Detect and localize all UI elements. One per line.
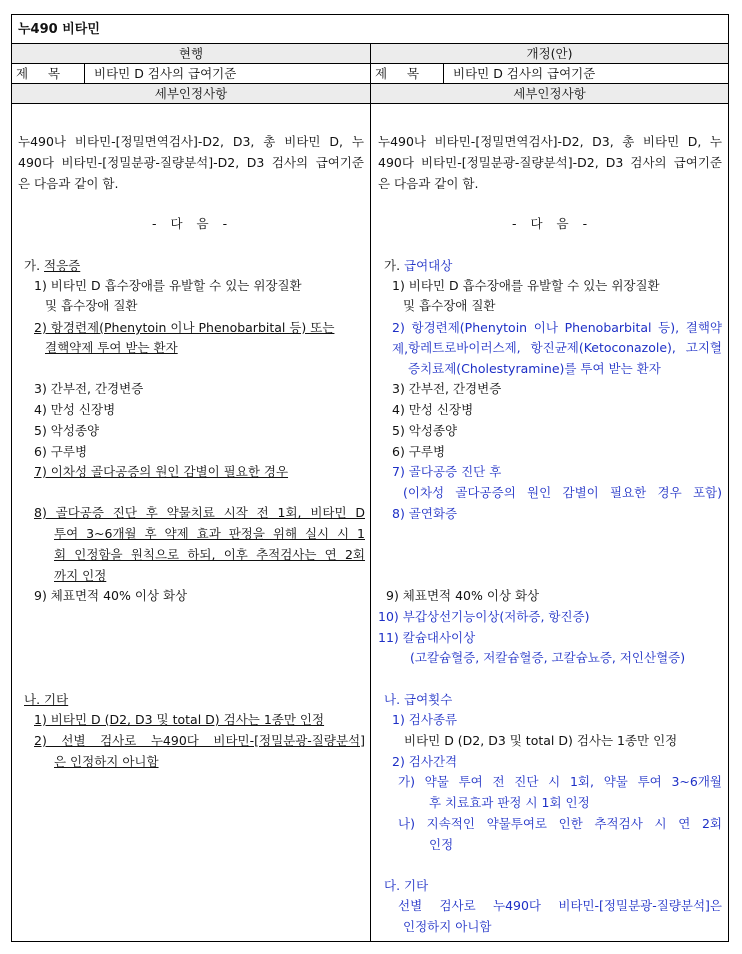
list-item: 2) 검사간격 [392,754,458,769]
list-item: 8) 골다공증 진단 후 약물치료 시작 전 1회, 비타민 D [34,505,365,520]
list-item: 1) 비타민 D 흡수장애를 유발할 수 있는 위장질환 [34,278,302,293]
list-item: 4) 만성 신장병 [34,402,116,417]
list-item: 10) 부갑상선기능이상(저하증, 항진증) [378,609,590,624]
current-column-header: 현행 [12,44,370,64]
current-detail-header: 세부인정사항 [12,84,370,104]
revised-subject-row [371,64,728,84]
list-item: 7) 이차성 골다공증의 원인 감별이 필요한 경우 [34,464,289,479]
list-item: 나) 지속적인 약물투여로 인한 추적검사 시 연 2회 [398,816,722,831]
list-item: 11) 칼슘대사이상 [378,630,476,645]
list-item: 5) 악성종양 [392,423,458,438]
column-divider [370,44,371,941]
list-item: 1) 비타민 D 흡수장애를 유발할 수 있는 위장질환 [392,278,660,293]
list-item: 4) 만성 신장병 [392,402,474,417]
section-na: 나. 기타 [24,692,69,707]
subject-label: 제 목 [371,64,444,83]
intro-line: 490다 비타민-[정밀분광-질량분석]-D2, D3 검사의 급여기준 [18,155,364,170]
list-item: 9) 체표면적 40% 이상 화상 [34,588,188,603]
current-subject-value: 비타민 D 검사의 급여기준 [94,66,237,81]
document-table [11,14,729,942]
intro-line: 은 다음과 같이 함. [378,176,479,191]
intro-line: 490다 비타민-[정밀분광-질량분석]-D2, D3 검사의 급여기준 [378,155,722,170]
list-item: (고칼슘혈증, 저칼슘혈증, 고칼슘뇨증, 저인산혈증) [410,650,686,665]
intro-line: 누490나 비타민-[정밀면역검사]-D2, D3, 총 비타민 D, 누 [378,134,722,149]
section-ga: 가. 급여대상 [384,258,453,273]
list-item: 3) 간부전, 간경변증 [34,381,144,396]
list-item: 2) 선별 검사로 누490다 비타민-[정밀분광-질량분석] [34,733,365,748]
list-item: 비타민 D (D2, D3 및 total D) 검사는 1종만 인정 [404,733,678,748]
list-item: 까지 인정 [54,568,107,583]
list-item: 투여 3~6개월 후 약제 효과 판정을 위해 실시 시 1 [54,526,365,541]
list-item: 항레트로바이러스제, 항진균제(Ketoconazole), 고지혈 [408,340,722,355]
revised-detail-header: 세부인정사항 [371,84,728,104]
list-item: 은 인정하지 아니함 [54,754,159,769]
section-ga: 가. 적응증 [24,258,81,273]
list-item: 1) 검사종류 [392,712,458,727]
list-item: 5) 악성종양 [34,423,100,438]
intro-line: 은 다음과 같이 함. [18,176,119,191]
da-eum-heading: - 다 음 - [512,216,588,231]
list-item: 증치료제(Cholestyramine)를 투여 받는 환자 [408,361,661,376]
list-item: 9) 체표면적 40% 이상 화상 [386,588,540,603]
list-item: 후 치료효과 판정 시 1회 인정 [429,795,590,810]
section-na: 나. 급여횟수 [384,692,453,707]
list-item: 6) 구루병 [392,444,446,459]
list-item: 회 인정함을 원칙으로 하되, 이후 추적검사는 연 2회 [54,547,365,562]
list-item: 선별 검사로 누490다 비타민-[정밀분광-질량분석]은 [398,898,722,913]
list-item: (이차성 골다공증의 원인 감별이 필요한 경우 포함) [403,485,722,500]
revised-column-header: 개정(안) [371,44,728,64]
list-item: 1) 비타민 D (D2, D3 및 total D) 검사는 1종만 인정 [34,712,325,727]
list-item: 8) 골연화증 [392,506,458,521]
intro-line: 누490나 비타민-[정밀면역검사]-D2, D3, 총 비타민 D, 누 [18,134,364,149]
list-item: 2) 항경련제(Phenytoin 이나 Phenobarbital 등), 결핵약제, [392,320,722,356]
list-item: 가) 약물 투여 전 진단 시 1회, 약물 투여 3~6개월 [398,774,722,789]
document-title: 누490 비타민 [12,15,728,44]
da-eum-heading: - 다 음 - [152,216,228,231]
list-item: 2) 항경련제(Phenytoin 이나 Phenobarbital 등) 또는 [34,320,335,335]
subject-label: 제 목 [12,64,85,83]
revised-subject-value: 비타민 D 검사의 급여기준 [453,66,596,81]
section-da: 다. 기타 [384,878,429,893]
list-item: 6) 구루병 [34,444,88,459]
list-item: 3) 간부전, 간경변증 [392,381,502,396]
list-item: 및 흡수장애 질환 [45,298,138,313]
list-item: 7) 골다공증 진단 후 [392,464,502,479]
list-item: 인정 [429,837,454,852]
current-subject-row [12,64,370,84]
list-item: 결핵약제 투여 받는 환자 [45,340,178,355]
list-item: 및 흡수장애 질환 [403,298,496,313]
list-item: 인정하지 아니함 [403,919,492,934]
